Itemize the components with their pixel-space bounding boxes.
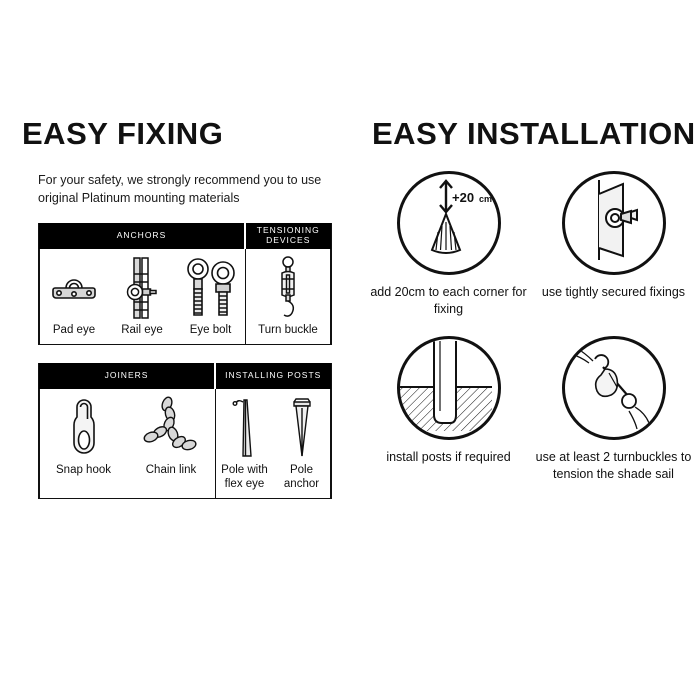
anchors-table-body — [39, 249, 331, 345]
item-label: Pole anchor — [283, 464, 320, 490]
page-title-easy-fixing: EASY FIXING — [22, 116, 224, 151]
item-rail-eye — [108, 249, 176, 344]
installation-steps-grid — [366, 171, 696, 501]
safety-note: For your safety, we strongly recommend you to use original Platinum mounting materials — [38, 173, 322, 206]
item-label: Rail eye — [121, 324, 163, 337]
joiners-table — [38, 363, 332, 499]
item-label: Chain link — [145, 464, 197, 477]
step-caption: add 20cm to each corner for fixing — [370, 285, 527, 316]
item-label: Pad eye — [52, 324, 96, 337]
anchors-group — [40, 249, 245, 344]
install-post-icon — [397, 336, 501, 440]
item-chain-link — [127, 389, 215, 498]
turn-buckle-icon — [273, 257, 303, 319]
step-add-20cm — [366, 171, 531, 318]
item-pad-eye — [40, 249, 108, 344]
step-caption: use at least 2 turnbuckles to tension the shade sail — [535, 449, 692, 481]
header-joiners: JOINERS — [104, 370, 149, 381]
joiners-group — [40, 389, 215, 498]
item-pole-with-flex-eye — [216, 389, 273, 498]
anchors-table — [38, 223, 332, 345]
header-installing-posts: INSTALLING POSTS — [225, 370, 322, 381]
item-label: Snap hook — [56, 464, 111, 477]
step-install-posts — [366, 336, 531, 483]
item-turn-buckle — [246, 249, 330, 344]
step-caption: install posts if required — [386, 449, 511, 464]
joiners-table-header — [39, 363, 331, 389]
header-anchors: ANCHORS — [116, 230, 167, 241]
snap-hook-icon — [67, 397, 101, 459]
eye-bolt-icon — [182, 257, 240, 319]
step-secured-fixings — [531, 171, 696, 318]
pad-eye-icon — [46, 257, 102, 319]
page-title-easy-installation: EASY INSTALLATION — [372, 116, 696, 151]
item-label: Pole with flex eye — [221, 464, 268, 490]
rail-eye-icon — [122, 257, 162, 319]
easy-installation-section — [360, 116, 696, 501]
installing-posts-group — [216, 389, 330, 498]
step-caption: use tightly secured fixings — [541, 285, 686, 299]
pole-with-flex-eye-icon — [230, 397, 260, 459]
easy-fixing-section — [20, 118, 350, 499]
item-label: Turn buckle — [258, 324, 318, 337]
item-label: Eye bolt — [189, 324, 232, 337]
chain-link-icon — [139, 397, 203, 459]
item-eye-bolt — [176, 249, 245, 344]
corner-measure-icon — [397, 171, 501, 275]
header-tensioning-devices: TENSIONING DEVICES — [256, 225, 320, 246]
wall-fixing-icon — [562, 171, 666, 275]
tensioning-group — [246, 249, 330, 344]
turnbuckle-tension-icon — [562, 336, 666, 440]
badge-unit: cm — [478, 194, 492, 204]
anchors-table-header — [39, 223, 331, 249]
badge-value: +20 — [451, 190, 474, 205]
pole-anchor-icon — [285, 397, 319, 459]
step-turnbuckles — [531, 336, 696, 483]
item-pole-anchor — [273, 389, 330, 498]
item-snap-hook — [40, 389, 127, 498]
joiners-table-body — [39, 389, 331, 499]
